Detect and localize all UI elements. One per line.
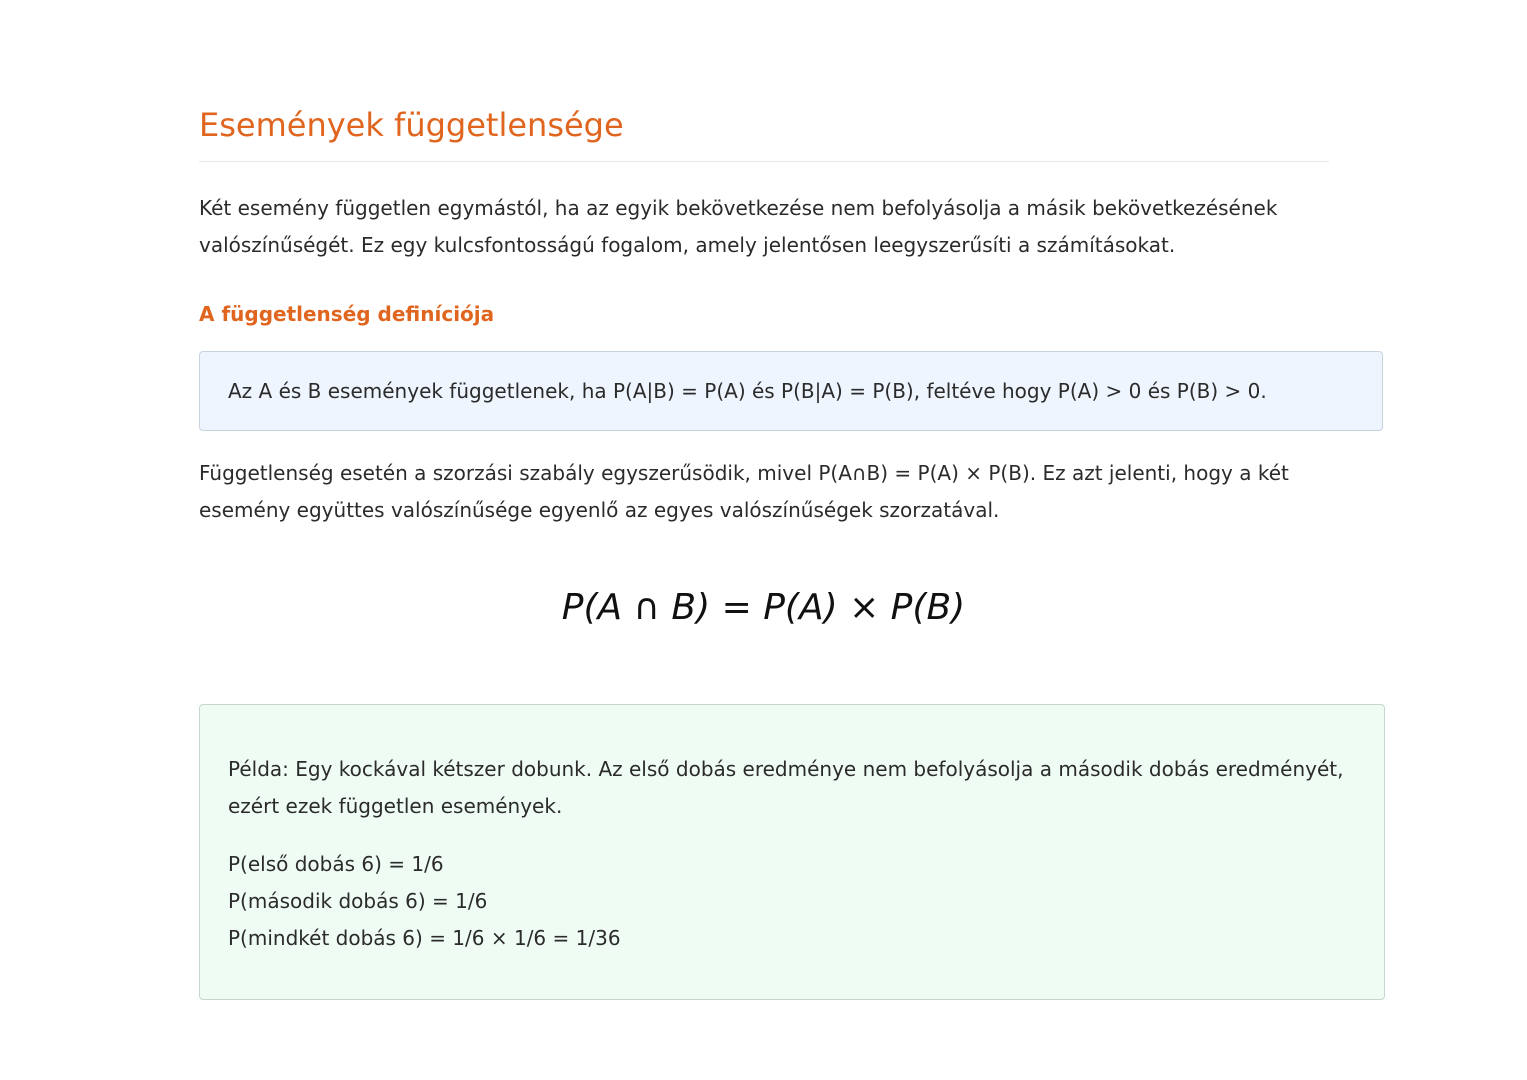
intro-paragraph: Két esemény független egymástól, ha az egyik bekövetkezése nem befolyásolja a másik bekövetkezésének valószínűségét. Ez egy kulcsfontosságú fogalom, amely jelentősen leegyszerűsíti a számításokat. (199, 196, 1278, 257)
definition-heading: A függetlenség definíciója (199, 302, 495, 326)
calculation-line: P(mindkét dobás 6) = 1/6 × 1/6 = 1/36 (228, 926, 621, 950)
calculation-line: P(második dobás 6) = 1/6 (228, 889, 488, 913)
definition-box (199, 351, 1383, 431)
example-calculation-list (228, 846, 1356, 957)
title-divider (199, 161, 1329, 162)
example-text: Példa: Egy kockával kétszer dobunk. Az első dobás eredménye nem befolyásolja a második dobás eredményét, ezért ezek független események. (228, 757, 1344, 818)
independence-formula: P(A ∩ B) = P(A) × P(B) (561, 587, 966, 628)
product-rule-paragraph: Függetlenség esetén a szorzási szabály egyszerűsödik, mivel P(A∩B) = P(A) × P(B). Ez azt jelenti, hogy a két esemény együttes valószínűsége egyenlő az egyes valószínűségek szorzatával. (199, 461, 1289, 522)
page-title: Események függetlensége (199, 106, 624, 144)
calculation-line: P(első dobás 6) = 1/6 (228, 852, 444, 876)
example-box (199, 704, 1385, 1000)
definition-text: Az A és B események függetlenek, ha P(A|B) = P(A) és P(B|A) = P(B), feltéve hogy P(A) > 0 és P(B) > 0. (228, 379, 1267, 403)
